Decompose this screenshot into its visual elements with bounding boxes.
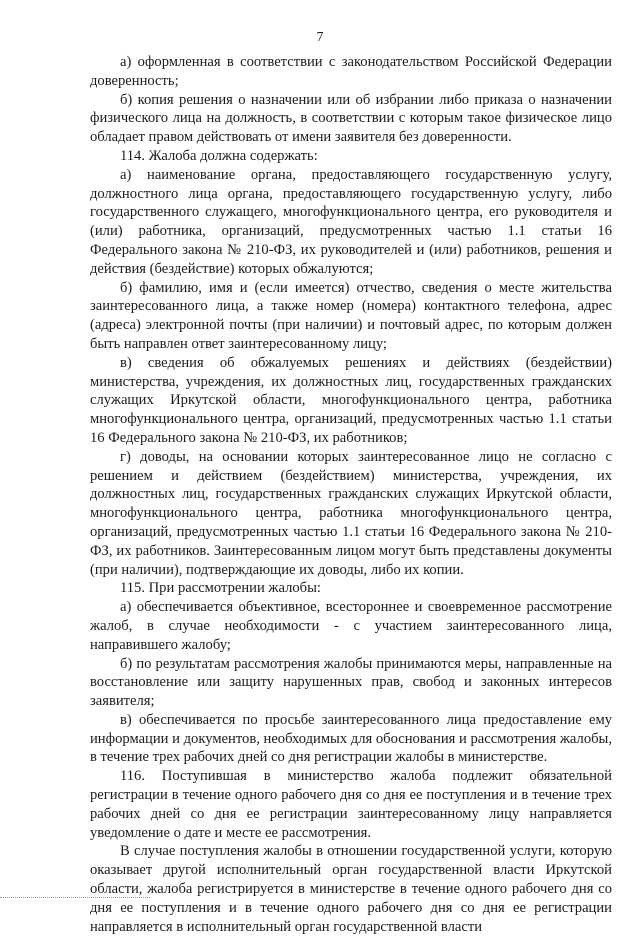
- paragraph-13-other-authority: В случае поступления жалобы в отношении государственной услуги, которую оказывает другой исполнительный орган государственной власти Иркутской области, жалоба регистрируется в министерстве в течение одного рабочего дня со дня ее поступления и в течение одного рабочего дня со дня ее регистрации направляется в исполнительный орган государственной власти: [90, 843, 612, 935]
- paragraph-6-114-v: в) сведения об обжалуемых решениях и действиях (бездействии) министерства, учреждения, их должностных лиц, государственных гражданских служащих Иркутской области, многофункционального центра, работника многофункционального центра, организаций, предусмотренных частью 1.1 статьи 16 Федерального закона № 210-ФЗ, их работников;: [90, 354, 612, 446]
- paragraph-2-b-appointment-copy: б) копия решения о назначении или об избрании либо приказа о назначении физического лица на должность, в соответствии с которым такое физическое лицо обладает правом действовать от имени заявителя без доверенности.: [90, 91, 612, 146]
- paragraph-1-a-power-of-attorney: а) оформленная в соответствии с законодательством Российской Федерации доверенность;: [90, 54, 612, 89]
- document-body: [90, 53, 612, 936]
- page-number: 7: [316, 30, 324, 45]
- paragraph-9-115-a: а) обеспечивается объективное, всестороннее и своевременное рассмотрение жалоб, в случае необходимости - с участием заинтересованного лица, направившего жалобу;: [90, 599, 612, 653]
- paragraph-3-section-114-heading: 114. Жалоба должна содержать:: [120, 147, 318, 164]
- paragraph-12-section-116: 116. Поступившая в министерство жалоба подлежит обязательной регистрации в течение одного рабочего дня со дня ее поступления и в течение трех рабочих дней со дня ее регистрации заинтересованному лицу направляется уведомление о дате и месте ее рассмотрения.: [90, 768, 612, 841]
- paragraph-7-114-g: г) доводы, на основании которых заинтересованное лицо не согласно с решением и действием (бездействием) министерства, учреждения, их должностных лиц, государственных гражданских служащих Иркутской области, многофункционального центра, работника многофункционального центра, организаций, предусмотренных частью 1.1 статьи 16 Федерального закона № 210-ФЗ, их работников. Заинтересованным лицом могут быть представлены документы (при наличии), подтверждающие их доводы, либо их копии.: [90, 448, 612, 578]
- paragraph-10-115-b: б) по результатам рассмотрения жалобы принимаются меры, направленные на восстановление или защиту нарушенных прав, свобод и законных интересов заявителя;: [90, 655, 612, 710]
- paragraph-4-114-a: а) наименование органа, предоставляющего государственную услугу, должностного лица органа, предоставляющего государственную услугу, либо государственного служащего, многофункционального центра, его руководителя и (или) работника, организаций, предусмотренных частью 1.1 статьи 16 Федерального закона № 210-ФЗ, их руководителей и (или) работников, решения и действия (бездействие) которых обжалуются;: [90, 166, 612, 277]
- paragraph-8-section-115-heading: 115. При рассмотрении жалобы:: [120, 580, 321, 597]
- footer-divider: [0, 897, 150, 898]
- paragraph-11-115-v: в) обеспечивается по просьбе заинтересованного лица предоставление ему информации и документов, необходимых для обоснования и рассмотрения жалобы, в течение трех рабочих дней со дня регистрации жалобы в министерстве.: [90, 711, 612, 766]
- paragraph-5-114-b: б) фамилию, имя и (если имеется) отчество, сведения о месте жительства заинтересованного лица, а также номер (номера) контактного телефона, адрес (адреса) электронной почты (при наличии) и почтовый адрес, по которым должен быть направлен ответ заинтересованному лицу;: [90, 279, 612, 352]
